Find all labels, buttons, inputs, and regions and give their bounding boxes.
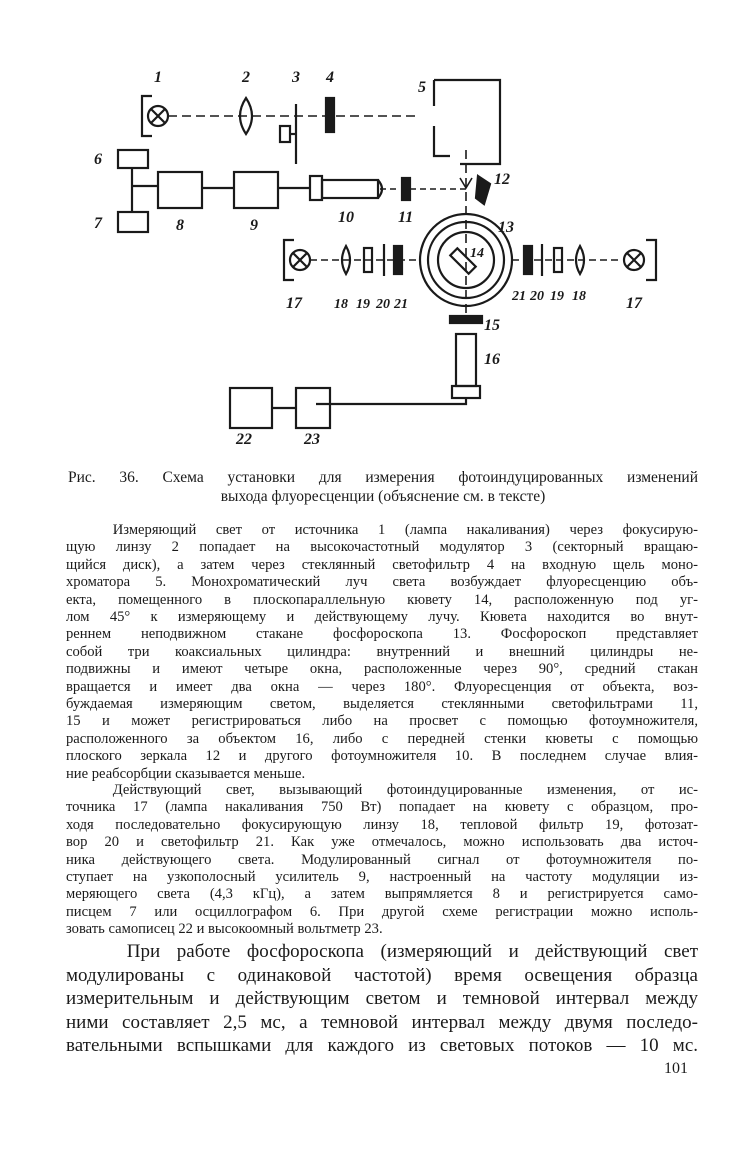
page-number: 101	[664, 1060, 688, 1077]
text-line: щую линзу 2 попадает на высокочастотный модулятор 3 (секторный вращаю-	[66, 539, 698, 556]
text-line: вор 20 и светофильтр 21. Как уже отмечалось, можно использовать два источ-	[66, 834, 698, 851]
text-line: писцем 7 или осциллографом 6. При другой схеме регистрации можно исполь-	[66, 903, 698, 920]
text-line: вательными вспышками для каждого из световых потоков — 10 мс.	[66, 1035, 698, 1056]
text-line: буждаемая измеряющим светом, выделяется стеклянными светофильтрами 11,	[66, 696, 698, 713]
text-line: При работе фосфороскопа (измеряющий и действующий свет	[126, 941, 698, 962]
text-line: 15 и может регистрироваться либо на просвет с помощью фотоумножителя,	[66, 713, 698, 730]
label-19-left: 19	[356, 297, 370, 312]
label-8: 8	[176, 217, 184, 234]
voltmeter-23-icon	[296, 388, 330, 428]
label-20-right: 20	[530, 289, 544, 304]
filter-21-right-icon	[524, 246, 532, 274]
label-17-left: 17	[286, 295, 302, 312]
recorder-22-icon	[230, 388, 272, 428]
text-line: расположенного за объектом 16, либо с передней стенки кюветы с помощью	[66, 730, 698, 747]
text-line: меряющего света (4,3 кГц), а затем выпрямляется 8 и регистрируется само-	[66, 886, 698, 903]
lamp-17-left-icon	[284, 240, 310, 280]
label-4: 4	[326, 69, 334, 86]
text-line: зовать самописец 22 и высокоомный вольтметр 23.	[66, 921, 383, 938]
text-line: вращается и имеет два окна — через 180°. Флуоресценция от объекта, воз-	[66, 678, 698, 695]
setup-diagram-svg	[80, 52, 700, 472]
text-line: хроматора 5. Монохроматический луч света возбуждает флуоресценцию объ-	[66, 574, 698, 591]
label-16: 16	[484, 351, 500, 368]
text-line: щийся диск), а затем через стеклянный светофильтр 4 на входную щель моно-	[66, 556, 698, 573]
label-21-right: 21	[512, 289, 526, 304]
text-line: ходя последовательно фокусирующую линзу 18, тепловой фильтр 19, фотозат-	[66, 816, 698, 833]
figure-caption	[68, 468, 698, 506]
text-line: подвижны и имеют четыре окна, расположенные через 90°, средний стакан	[66, 661, 698, 678]
label-22: 22	[236, 431, 252, 448]
monochromator-5-icon	[434, 80, 500, 164]
text-line: лом 45° к измеряющему и действующему лучу. Кювета находится во внут-	[66, 609, 698, 626]
caption-line-2: выхода флуоресценции (объяснение см. в тексте)	[220, 488, 546, 505]
text-line: собой три коаксиальных цилиндра: внутренний и внешний цилиндры не-	[66, 643, 698, 660]
label-18-left: 18	[334, 297, 348, 312]
text-line: ступает на узкополосный усилитель 9, настроенный на частоту модуляции из-	[66, 869, 698, 886]
filter-21-left-icon	[394, 246, 402, 274]
label-1: 1	[154, 69, 162, 86]
text-line: измерительным и действующим светом и темновой интервал между	[66, 988, 698, 1009]
label-6: 6	[94, 151, 102, 168]
text-line: ние реабсорбции сказывается меньше.	[66, 765, 306, 782]
label-7: 7	[94, 215, 102, 232]
label-19-right: 19	[550, 289, 564, 304]
text-line: Измеряющий свет от источника 1 (лампа накаливания) через фокусирую-	[112, 522, 698, 538]
label-21-left: 21	[394, 297, 408, 312]
filter-4-icon	[326, 98, 334, 132]
label-18-right: 18	[572, 289, 586, 304]
photomultiplier-16-icon	[452, 334, 480, 398]
paragraph-measuring-light	[66, 522, 698, 783]
caption-line-1: Рис. 36. Схема установки для измерения фотоиндуцированных изменений	[68, 469, 698, 486]
paragraph-actinic-light	[66, 782, 698, 939]
modulator-3-icon	[280, 104, 296, 164]
text-line: плоского зеркала 12 и другого фотоумножителя 10. В последнем случае влия-	[66, 748, 698, 765]
label-23: 23	[304, 431, 320, 448]
label-10: 10	[338, 209, 354, 226]
label-13: 13	[498, 219, 514, 236]
label-15: 15	[484, 317, 500, 334]
oscilloscope-6-icon	[118, 150, 148, 168]
label-14: 14	[470, 246, 484, 261]
label-20-left: 20	[376, 297, 390, 312]
photomultiplier-10-icon	[310, 176, 382, 200]
paragraph-phosphoroscope-timing	[66, 940, 698, 1058]
rectifier-8-icon	[158, 172, 202, 208]
label-2: 2	[242, 69, 250, 86]
recorder-7-icon	[118, 212, 148, 232]
amplifier-9-icon	[234, 172, 278, 208]
text-line: Действующий свет, вызывающий фотоиндуцированные изменения, от ис-	[112, 782, 698, 798]
label-3: 3	[292, 69, 300, 86]
lamp-1-icon	[142, 96, 168, 136]
label-11: 11	[398, 209, 414, 226]
filter-11-icon	[402, 178, 410, 200]
label-5: 5	[418, 79, 426, 96]
lamp-17-right-icon	[624, 240, 656, 280]
mirror-12-icon	[476, 176, 490, 204]
text-line: модулированы с одинаковой частотой) время освещения образца	[66, 964, 698, 986]
text-line: ника действующего света. Модулированный сигнал от фотоумножителя по-	[66, 851, 698, 868]
text-line: екта, помещенного в плоскопараллельную кювету 14, расположенную под уг-	[66, 591, 698, 608]
text-line: точника 17 (лампа накаливания 750 Вт) попадает на кювету с образцом, про-	[66, 799, 698, 816]
filter-15-icon	[450, 316, 482, 323]
text-line: реннем неподвижном стакане фосфороскопа 13. Фосфороскоп представляет	[66, 626, 698, 643]
label-17-right: 17	[626, 295, 642, 312]
label-9: 9	[250, 217, 258, 234]
label-12: 12	[494, 171, 510, 188]
text-line: ними составляет 2,5 мс, а темновой интервал между двумя последо-	[66, 1011, 698, 1033]
setup-diagram	[80, 52, 700, 472]
